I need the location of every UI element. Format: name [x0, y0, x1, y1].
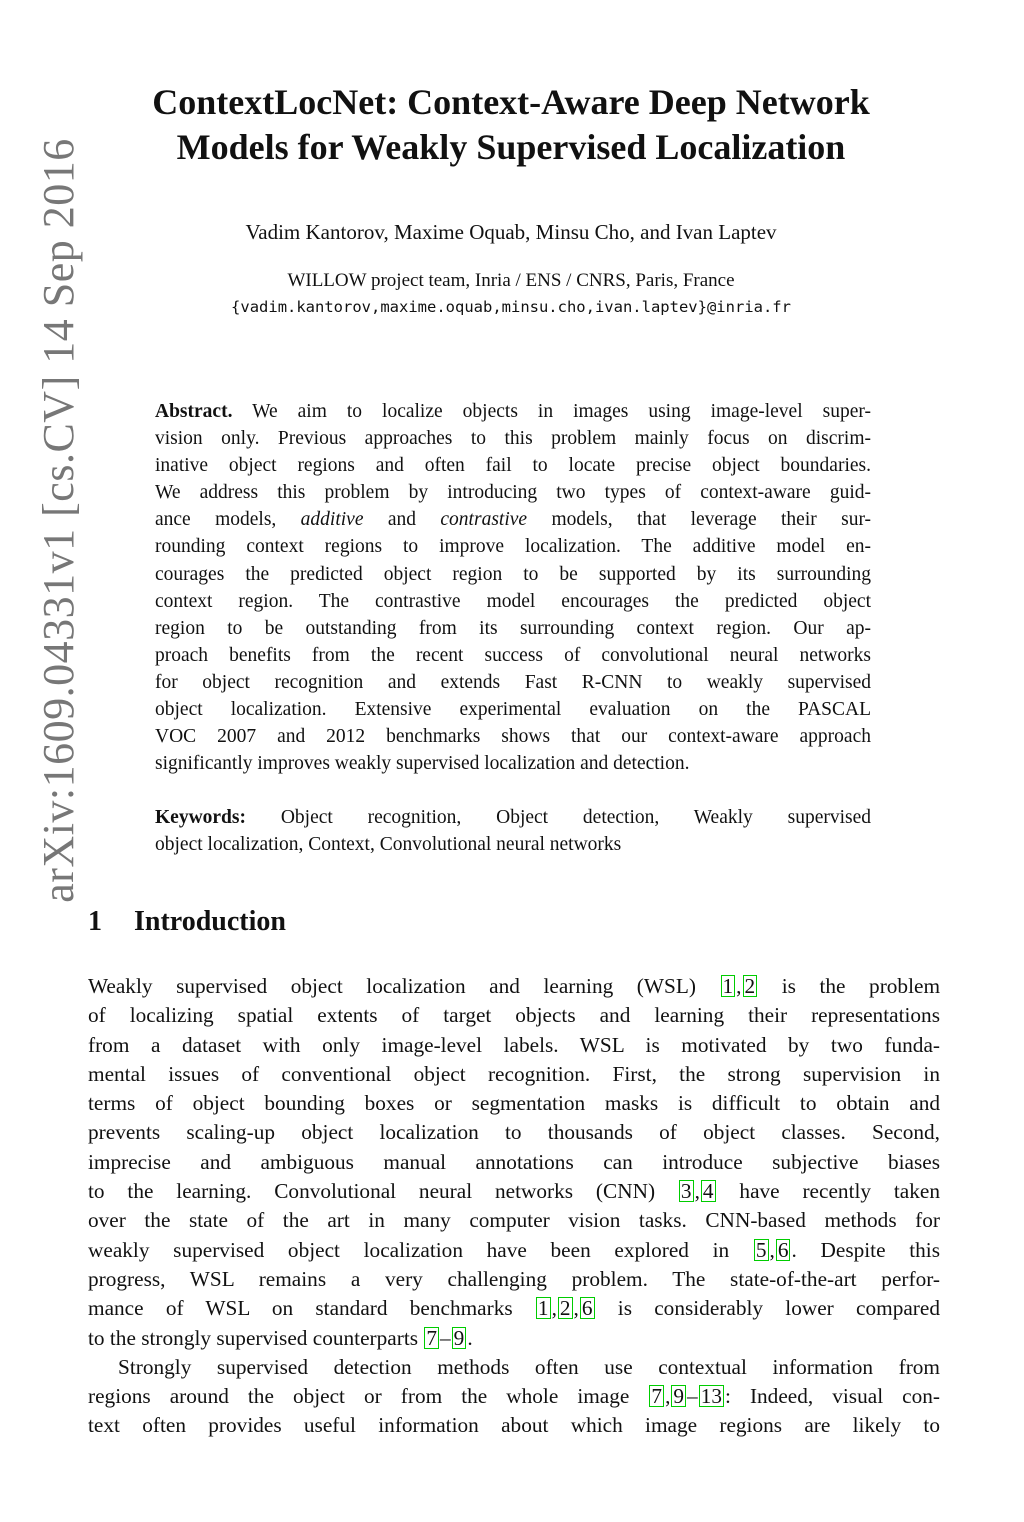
- intro-line: [88, 1177, 940, 1206]
- citation-link[interactable]: 3: [680, 1179, 692, 1204]
- abstract-label: Abstract.: [155, 401, 233, 422]
- abstract-text: ance models,: [155, 509, 277, 531]
- intro-line: terms of object bounding boxes or segmentation masks is difficult to obtain and: [88, 1091, 940, 1116]
- abstract: [155, 398, 871, 777]
- emphasis-contrastive: contrastive: [440, 509, 528, 531]
- citation-link[interactable]: 4: [702, 1179, 714, 1204]
- keywords-label: Keywords:: [155, 807, 246, 828]
- intro-text: to the learning. Convolutional neural networks (CNN): [88, 1179, 656, 1204]
- abstract-text: We aim to localize objects in images using image-level super-: [252, 401, 871, 422]
- section-heading: [88, 906, 286, 938]
- section-number: 1: [88, 906, 102, 937]
- abstract-text: models, that leverage their sur-: [551, 509, 872, 531]
- intro-line: imprecise and ambiguous manual annotations can introduce subjective biases: [88, 1149, 940, 1174]
- abstract-line: inative object regions and often fail to locate precise object boundaries.: [155, 455, 871, 477]
- citation-link[interactable]: 2: [559, 1296, 571, 1321]
- arxiv-id-text: arXiv:1609.04331v1 [cs.CV] 14 Sep 2016: [33, 137, 83, 903]
- citation-separator: ,: [573, 1296, 579, 1321]
- arxiv-identifier: [20, 80, 96, 960]
- intro-line: over the state of the art in many computer vision tasks. CNN-based methods for: [88, 1208, 940, 1233]
- affiliation: WILLOW project team, Inria / ENS / CNRS, Paris, France: [287, 270, 735, 291]
- intro-text: is considerably lower compared: [617, 1296, 940, 1321]
- abstract-line: [155, 506, 871, 533]
- keywords-line: [155, 804, 871, 831]
- intro-text: . Despite this: [791, 1237, 940, 1262]
- abstract-line: for object recognition and extends Fast R-CNN to weakly supervised: [155, 671, 871, 693]
- abstract-line: significantly improves weakly supervised localization and detection.: [155, 753, 690, 775]
- title-line-1: ContextLocNet: Context-Aware Deep Network: [152, 82, 870, 122]
- abstract-line: We address this problem by introducing two types of context-aware guid-: [155, 482, 871, 504]
- abstract-line: proach benefits from the recent success of convolutional neural networks: [155, 644, 871, 666]
- intro-line: Strongly supervised detection methods often use contextual information from: [118, 1354, 940, 1379]
- paper-title: [90, 80, 932, 170]
- citation-link[interactable]: 9: [453, 1325, 465, 1350]
- intro-text: Weakly supervised object localization and learning (WSL): [88, 974, 696, 998]
- citation-separator: –: [687, 1384, 698, 1409]
- citation-link[interactable]: 7: [426, 1325, 438, 1350]
- citation-link[interactable]: 6: [581, 1296, 593, 1321]
- citation-separator: ,: [769, 1237, 775, 1262]
- abstract-line: courages the predicted object region to be supported by its surrounding: [155, 563, 871, 585]
- abstract-line: context region. The contrastive model encourages the predicted object: [155, 590, 871, 612]
- intro-text: .: [467, 1325, 473, 1350]
- citation-link[interactable]: 5: [755, 1237, 767, 1262]
- intro-line: [88, 1236, 940, 1265]
- keywords: [155, 804, 871, 858]
- abstract-line: VOC 2007 and 2012 benchmarks shows that our context-aware approach: [155, 726, 871, 748]
- intro-line: prevents scaling-up object localization to thousands of object classes. Second,: [88, 1120, 940, 1145]
- intro-line: [88, 972, 940, 1001]
- keywords-line: object localization, Context, Convolutional neural networks: [155, 834, 622, 856]
- citation-link[interactable]: 7: [651, 1384, 663, 1409]
- abstract-line: region to be outstanding from its surrounding context region. Our ap-: [155, 617, 871, 639]
- abstract-text: and: [387, 509, 417, 531]
- section-title: Introduction: [134, 906, 286, 937]
- intro-line: progress, WSL remains a very challenging problem. The state-of-the-art perfor-: [88, 1266, 940, 1291]
- citation-link[interactable]: 9: [673, 1384, 685, 1409]
- intro-line: [88, 1382, 940, 1411]
- abstract-line: [155, 398, 871, 425]
- intro-text: weakly supervised object localization have been explored in: [88, 1237, 730, 1262]
- citation-link[interactable]: 6: [777, 1237, 789, 1262]
- intro-line: from a dataset with only image-level labels. WSL is motivated by two funda-: [88, 1032, 940, 1057]
- introduction-body: [88, 972, 940, 1441]
- intro-text: mance of WSL on standard benchmarks: [88, 1296, 513, 1321]
- citation-separator: ,: [551, 1296, 557, 1321]
- citation-separator: ,: [736, 974, 742, 998]
- citation-link[interactable]: 1: [537, 1296, 549, 1321]
- intro-text: to the strongly supervised counterparts: [88, 1325, 419, 1350]
- intro-line: mental issues of conventional object recognition. First, the strong supervision in: [88, 1061, 940, 1086]
- title-line-2: Models for Weakly Supervised Localization: [176, 127, 846, 167]
- keywords-text: Object recognition, Object detection, Weakly supervised: [280, 807, 872, 828]
- abstract-line: vision only. Previous approaches to this problem mainly focus on discrim-: [155, 428, 871, 450]
- intro-line: text often provides useful information about which image regions are likely to: [88, 1413, 940, 1438]
- citation-link[interactable]: 13: [700, 1384, 722, 1409]
- intro-line: [88, 1324, 940, 1353]
- abstract-line: object localization. Extensive experimental evaluation on the PASCAL: [155, 699, 871, 721]
- intro-text: : Indeed, visual con-: [725, 1384, 940, 1409]
- intro-text: have recently taken: [739, 1179, 941, 1204]
- authors: Vadim Kantorov, Maxime Oquab, Minsu Cho, and Ivan Laptev: [245, 220, 777, 244]
- citation-link[interactable]: 1: [722, 974, 734, 998]
- emphasis-additive: additive: [300, 509, 364, 531]
- intro-text: regions around the object or from the whole image: [88, 1384, 630, 1409]
- citation-link[interactable]: 2: [744, 974, 756, 998]
- abstract-line: rounding context regions to improve localization. The additive model en-: [155, 536, 871, 558]
- intro-text: is the problem: [781, 974, 941, 998]
- citation-separator: –: [440, 1325, 451, 1350]
- email-addresses: {vadim.kantorov,maxime.oquab,minsu.cho,ivan.laptev}@inria.fr: [231, 298, 791, 316]
- intro-line: of localizing spatial extents of target objects and learning their representations: [88, 1003, 940, 1028]
- intro-line: [88, 1294, 940, 1323]
- citation-separator: ,: [665, 1384, 671, 1409]
- citation-separator: ,: [694, 1179, 700, 1204]
